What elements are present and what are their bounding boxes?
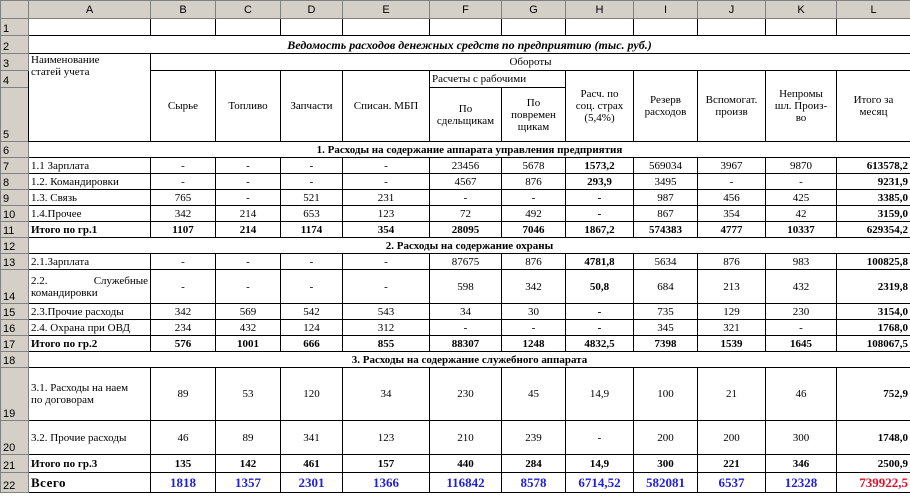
cell[interactable]: - bbox=[430, 320, 502, 336]
subtotal-row bbox=[1, 455, 910, 473]
table-row bbox=[1, 190, 910, 206]
grand-total-cell[interactable]: 8578 bbox=[502, 473, 566, 493]
cell[interactable]: 129 bbox=[698, 304, 766, 320]
cell[interactable]: 492 bbox=[502, 206, 566, 222]
cell[interactable]: - bbox=[766, 320, 837, 336]
cell[interactable]: 461 bbox=[281, 455, 343, 473]
cell[interactable]: 50,8 bbox=[566, 270, 634, 304]
header-time-line2: повремен bbox=[511, 108, 556, 121]
cell[interactable] bbox=[634, 19, 698, 36]
cell[interactable]: 765 bbox=[151, 190, 216, 206]
cell-total[interactable]: 100825,8 bbox=[837, 254, 910, 270]
table-row bbox=[1, 421, 910, 455]
cell[interactable]: 234 bbox=[151, 320, 216, 336]
cell-total[interactable]: 3159,0 bbox=[837, 206, 910, 222]
column-header-f[interactable]: F bbox=[430, 1, 502, 19]
cell[interactable]: 157 bbox=[343, 455, 430, 473]
header-item-name[interactable] bbox=[29, 54, 151, 142]
cell[interactable]: - bbox=[151, 174, 216, 190]
cell[interactable]: 210 bbox=[430, 421, 502, 455]
cell[interactable]: 1539 bbox=[698, 336, 766, 352]
header-soc-line1: Расч. по bbox=[580, 88, 619, 100]
row-label-line2: по договорам bbox=[31, 394, 94, 406]
header-total-line2: месяц bbox=[859, 106, 888, 118]
cell[interactable]: 342 bbox=[502, 270, 566, 304]
table-row bbox=[1, 320, 910, 336]
cell[interactable]: 521 bbox=[281, 190, 343, 206]
row-label[interactable] bbox=[29, 270, 151, 304]
row-header[interactable]: 1 bbox=[1, 19, 29, 36]
cell[interactable]: 23456 bbox=[430, 158, 502, 174]
cell[interactable]: 46 bbox=[151, 421, 216, 455]
row-header[interactable]: 19 bbox=[1, 368, 29, 421]
cell[interactable]: 142 bbox=[216, 455, 281, 473]
cell[interactable]: 735 bbox=[634, 304, 698, 320]
cell[interactable]: 4832,5 bbox=[566, 336, 634, 352]
column-header-e[interactable]: E bbox=[343, 1, 430, 19]
cell[interactable]: 7046 bbox=[502, 222, 566, 238]
row-label-number: 2.2. bbox=[31, 274, 48, 287]
row-label-word: Служебные bbox=[93, 274, 148, 287]
grand-total-cell[interactable]: 116842 bbox=[430, 473, 502, 493]
cell[interactable] bbox=[281, 19, 343, 36]
row-label[interactable]: 1.3. Связь bbox=[29, 190, 151, 206]
cell[interactable]: - bbox=[281, 254, 343, 270]
row-label-line2: командировки bbox=[31, 286, 98, 299]
cell[interactable]: 9870 bbox=[766, 158, 837, 174]
cell[interactable]: 456 bbox=[698, 190, 766, 206]
column-header-c[interactable]: C bbox=[216, 1, 281, 19]
cell[interactable]: 124 bbox=[281, 320, 343, 336]
row-header[interactable]: 3 bbox=[1, 54, 29, 71]
row-label[interactable]: 3.2. Прочие расходы bbox=[29, 421, 151, 455]
cell[interactable]: 876 bbox=[502, 254, 566, 270]
cell[interactable]: 1573,2 bbox=[566, 158, 634, 174]
grand-total-label[interactable]: Всего bbox=[29, 473, 151, 493]
cell[interactable]: 432 bbox=[216, 320, 281, 336]
header-soc-line2: соц. страх bbox=[575, 100, 624, 112]
grand-total-cell[interactable]: 6714,52 bbox=[566, 473, 634, 493]
cell[interactable]: 213 bbox=[698, 270, 766, 304]
table-row bbox=[1, 254, 910, 270]
column-header-j[interactable]: J bbox=[698, 1, 766, 19]
column-header-d[interactable]: D bbox=[281, 1, 343, 19]
cell[interactable]: 123 bbox=[343, 206, 430, 222]
row-label-line1: 3.1. Расходы на наем bbox=[31, 382, 129, 394]
cell[interactable]: - bbox=[566, 304, 634, 320]
header-turnover[interactable]: Обороты bbox=[151, 54, 910, 71]
cell[interactable]: 14,9 bbox=[566, 455, 634, 473]
cell[interactable]: 4777 bbox=[698, 222, 766, 238]
cell[interactable]: 542 bbox=[281, 304, 343, 320]
cell[interactable]: 342 bbox=[151, 304, 216, 320]
cell-total[interactable]: 108067,5 bbox=[837, 336, 910, 352]
cell[interactable]: 867 bbox=[634, 206, 698, 222]
cell[interactable]: 300 bbox=[634, 455, 698, 473]
header-nonprod-line2: шл. Произ- bbox=[774, 100, 828, 112]
row-label[interactable]: 2.1.Зарплата bbox=[29, 254, 151, 270]
header-aux-line2: произв bbox=[715, 106, 748, 118]
header-timework[interactable] bbox=[502, 88, 566, 142]
cell[interactable]: 42 bbox=[766, 206, 837, 222]
grand-total-cell[interactable]: 2301 bbox=[281, 473, 343, 493]
cell[interactable] bbox=[502, 19, 566, 36]
cell[interactable]: - bbox=[151, 254, 216, 270]
cell[interactable] bbox=[151, 19, 216, 36]
cell[interactable]: - bbox=[151, 270, 216, 304]
cell[interactable]: 1248 bbox=[502, 336, 566, 352]
cell[interactable]: 354 bbox=[698, 206, 766, 222]
header-nonprod-line1: Непромы bbox=[779, 88, 823, 100]
cell[interactable]: 1001 bbox=[216, 336, 281, 352]
grand-total-cell[interactable]: 582081 bbox=[634, 473, 698, 493]
cell[interactable]: - bbox=[502, 190, 566, 206]
cell[interactable]: - bbox=[216, 174, 281, 190]
row-header[interactable]: 20 bbox=[1, 421, 29, 455]
header-piece-line2: сдельщикам bbox=[436, 114, 495, 127]
column-header-k[interactable]: K bbox=[766, 1, 837, 19]
cell[interactable]: 284 bbox=[502, 455, 566, 473]
column-header-i[interactable]: I bbox=[634, 1, 698, 19]
cell[interactable]: 28095 bbox=[430, 222, 502, 238]
header-mbp[interactable]: Списан. МБП bbox=[343, 71, 430, 142]
cell[interactable]: - bbox=[343, 158, 430, 174]
header-time-line1: По bbox=[526, 96, 541, 109]
cell[interactable] bbox=[766, 19, 837, 36]
cell-total[interactable]: 613578,2 bbox=[837, 158, 910, 174]
row-header[interactable]: 4 bbox=[1, 71, 29, 88]
header-soc-insurance[interactable] bbox=[566, 71, 634, 142]
row-label[interactable]: 1.2. Командировки bbox=[29, 174, 151, 190]
cell[interactable] bbox=[698, 19, 766, 36]
cell[interactable]: 312 bbox=[343, 320, 430, 336]
sheet-title[interactable]: Ведомость расходов денежных средств по предприятию (тыс. руб.) bbox=[29, 36, 910, 54]
header-auxiliary[interactable] bbox=[698, 71, 766, 142]
row-label[interactable]: Итого по гр.2 bbox=[29, 336, 151, 352]
header-time-line3: щикам bbox=[517, 120, 550, 133]
cell[interactable]: 321 bbox=[698, 320, 766, 336]
header-reserve-line2: расходов bbox=[644, 106, 687, 118]
header-soc-line3: (5,4%) bbox=[584, 112, 615, 124]
table-row bbox=[1, 206, 910, 222]
cell[interactable]: 425 bbox=[766, 190, 837, 206]
row-label[interactable]: 2.4. Охрана при ОВД bbox=[29, 320, 151, 336]
cell[interactable]: - bbox=[216, 270, 281, 304]
row-header[interactable]: 21 bbox=[1, 455, 29, 473]
row-header[interactable]: 17 bbox=[1, 336, 29, 352]
cell[interactable]: 876 bbox=[502, 174, 566, 190]
section-1-title[interactable]: 1. Расходы на содержание аппарата управления предприятия bbox=[29, 142, 910, 158]
header-total-line1: Итого за bbox=[853, 94, 894, 106]
header-name-line1: Наименование bbox=[31, 54, 100, 66]
cell[interactable]: 89 bbox=[151, 368, 216, 421]
subtotal-row bbox=[1, 222, 910, 238]
cell[interactable]: 653 bbox=[281, 206, 343, 222]
grand-total-cell[interactable]: 1366 bbox=[343, 473, 430, 493]
row-header[interactable]: 11 bbox=[1, 222, 29, 238]
cell[interactable]: 574383 bbox=[634, 222, 698, 238]
cell[interactable]: - bbox=[216, 254, 281, 270]
row-header[interactable]: 6 bbox=[1, 142, 29, 158]
header-raw[interactable]: Сырье bbox=[151, 71, 216, 142]
cell[interactable]: - bbox=[502, 320, 566, 336]
cell[interactable]: - bbox=[766, 174, 837, 190]
cell[interactable]: 684 bbox=[634, 270, 698, 304]
cell[interactable]: 576 bbox=[151, 336, 216, 352]
header-month-total[interactable] bbox=[837, 71, 910, 142]
row-header[interactable]: 8 bbox=[1, 174, 29, 190]
cell[interactable]: 300 bbox=[766, 421, 837, 455]
header-nonproduction[interactable] bbox=[766, 71, 837, 142]
cell[interactable]: 1174 bbox=[281, 222, 343, 238]
cell[interactable]: 221 bbox=[698, 455, 766, 473]
header-piecework[interactable] bbox=[430, 88, 502, 142]
cell[interactable]: 666 bbox=[281, 336, 343, 352]
cell-total[interactable]: 3385,0 bbox=[837, 190, 910, 206]
cell[interactable]: 293,9 bbox=[566, 174, 634, 190]
cell[interactable]: 88307 bbox=[430, 336, 502, 352]
cell[interactable]: 4781,8 bbox=[566, 254, 634, 270]
row-header[interactable]: 5 bbox=[1, 88, 29, 142]
cell[interactable]: 34 bbox=[430, 304, 502, 320]
cell[interactable]: - bbox=[216, 190, 281, 206]
cell[interactable]: - bbox=[343, 254, 430, 270]
table-row bbox=[1, 270, 910, 304]
cell[interactable]: 354 bbox=[343, 222, 430, 238]
cell[interactable]: - bbox=[216, 158, 281, 174]
column-header-a[interactable]: A bbox=[29, 1, 151, 19]
row-header[interactable]: 12 bbox=[1, 238, 29, 254]
row-label[interactable] bbox=[29, 368, 151, 421]
cell[interactable] bbox=[216, 19, 281, 36]
header-workers[interactable]: Расчеты с рабочими bbox=[430, 71, 566, 88]
cell[interactable]: - bbox=[698, 174, 766, 190]
cell[interactable]: - bbox=[281, 174, 343, 190]
cell[interactable] bbox=[566, 19, 634, 36]
cell[interactable]: 346 bbox=[766, 455, 837, 473]
section-3-title[interactable]: 3. Расходы на содержание служебного аппарата bbox=[29, 352, 910, 368]
header-fuel[interactable]: Топливо bbox=[216, 71, 281, 142]
column-header-h[interactable]: H bbox=[566, 1, 634, 19]
cell[interactable] bbox=[430, 19, 502, 36]
cell[interactable]: 598 bbox=[430, 270, 502, 304]
column-header-g[interactable]: G bbox=[502, 1, 566, 19]
cell[interactable] bbox=[343, 19, 430, 36]
column-header-l[interactable]: L bbox=[837, 1, 910, 19]
row-header[interactable]: 2 bbox=[1, 36, 29, 54]
table-row bbox=[1, 174, 910, 190]
column-header-b[interactable]: B bbox=[151, 1, 216, 19]
cell[interactable]: 341 bbox=[281, 421, 343, 455]
cell[interactable]: 432 bbox=[766, 270, 837, 304]
row-header[interactable]: 14 bbox=[1, 270, 29, 304]
cell-total[interactable]: 3154,0 bbox=[837, 304, 910, 320]
cell[interactable]: 214 bbox=[216, 206, 281, 222]
cell[interactable]: 10337 bbox=[766, 222, 837, 238]
table-row bbox=[1, 158, 910, 174]
cell[interactable]: 72 bbox=[430, 206, 502, 222]
header-name-line2: статей учета bbox=[31, 66, 90, 78]
column-header-row bbox=[1, 1, 910, 19]
cell[interactable] bbox=[29, 19, 151, 36]
cell-total[interactable]: 2319,8 bbox=[837, 270, 910, 304]
subtotal-row bbox=[1, 336, 910, 352]
cell-total[interactable]: 2500,9 bbox=[837, 455, 910, 473]
cell[interactable]: 7398 bbox=[634, 336, 698, 352]
row-label[interactable]: Итого по гр.3 bbox=[29, 455, 151, 473]
row-label-line1 bbox=[31, 275, 148, 287]
cell-total[interactable]: 9231,9 bbox=[837, 174, 910, 190]
cell[interactable]: 231 bbox=[343, 190, 430, 206]
row-header[interactable]: 7 bbox=[1, 158, 29, 174]
row-header[interactable]: 18 bbox=[1, 352, 29, 368]
cell[interactable]: 89 bbox=[216, 421, 281, 455]
row-header[interactable]: 10 bbox=[1, 206, 29, 222]
cell[interactable]: 440 bbox=[430, 455, 502, 473]
cell[interactable]: - bbox=[281, 270, 343, 304]
cell[interactable]: 876 bbox=[698, 254, 766, 270]
cell-total[interactable]: 1748,0 bbox=[837, 421, 910, 455]
header-parts[interactable]: Запчасти bbox=[281, 71, 343, 142]
cell[interactable]: 230 bbox=[766, 304, 837, 320]
row-header[interactable]: 13 bbox=[1, 254, 29, 270]
cell[interactable]: 3967 bbox=[698, 158, 766, 174]
cell[interactable]: - bbox=[566, 206, 634, 222]
cell[interactable]: 200 bbox=[698, 421, 766, 455]
cell[interactable]: 239 bbox=[502, 421, 566, 455]
cell[interactable]: 46 bbox=[766, 368, 837, 421]
cell[interactable]: 5678 bbox=[502, 158, 566, 174]
cell[interactable]: - bbox=[566, 190, 634, 206]
cell[interactable]: 1645 bbox=[766, 336, 837, 352]
row-label[interactable]: Итого по гр.1 bbox=[29, 222, 151, 238]
cell[interactable]: 569034 bbox=[634, 158, 698, 174]
header-piece-line1: По bbox=[458, 102, 473, 115]
cell[interactable]: 983 bbox=[766, 254, 837, 270]
cell[interactable]: 855 bbox=[343, 336, 430, 352]
cell[interactable] bbox=[837, 19, 910, 36]
cell[interactable]: 345 bbox=[634, 320, 698, 336]
cell[interactable]: 200 bbox=[634, 421, 698, 455]
cell-total[interactable]: 752,9 bbox=[837, 368, 910, 421]
header-aux-line1: Вспомогат. bbox=[705, 94, 758, 106]
cell[interactable]: 214 bbox=[216, 222, 281, 238]
cell-total[interactable]: 1768,0 bbox=[837, 320, 910, 336]
cell[interactable]: 543 bbox=[343, 304, 430, 320]
cell[interactable]: 53 bbox=[216, 368, 281, 421]
row-label[interactable]: 2.3.Прочие расходы bbox=[29, 304, 151, 320]
cell[interactable]: - bbox=[430, 190, 502, 206]
cell[interactable]: 21 bbox=[698, 368, 766, 421]
cell[interactable]: 3495 bbox=[634, 174, 698, 190]
row-header[interactable]: 9 bbox=[1, 190, 29, 206]
cell[interactable]: 1867,2 bbox=[566, 222, 634, 238]
header-reserve[interactable] bbox=[634, 71, 698, 142]
cell[interactable]: 230 bbox=[430, 368, 502, 421]
cell[interactable]: 569 bbox=[216, 304, 281, 320]
grand-total-cell[interactable]: 6537 bbox=[698, 473, 766, 493]
grand-total-cell[interactable]: 1818 bbox=[151, 473, 216, 493]
grand-total-row bbox=[1, 473, 910, 493]
cell[interactable]: 135 bbox=[151, 455, 216, 473]
grand-total-cell[interactable]: 1357 bbox=[216, 473, 281, 493]
grand-total-sum[interactable]: 739922,5 bbox=[837, 473, 910, 493]
table-row bbox=[1, 368, 910, 421]
cell[interactable]: 120 bbox=[281, 368, 343, 421]
row-label[interactable]: 1.4.Прочее bbox=[29, 206, 151, 222]
section-2-title[interactable]: 2. Расходы на содержание охраны bbox=[29, 238, 910, 254]
cell[interactable]: 987 bbox=[634, 190, 698, 206]
row-header[interactable]: 22 bbox=[1, 473, 29, 493]
cell[interactable]: 14,9 bbox=[566, 368, 634, 421]
grand-total-cell[interactable]: 12328 bbox=[766, 473, 837, 493]
row-header[interactable]: 16 bbox=[1, 320, 29, 336]
table-row bbox=[1, 304, 910, 320]
cell[interactable]: 34 bbox=[343, 368, 430, 421]
cell[interactable]: - bbox=[566, 320, 634, 336]
cell[interactable]: 45 bbox=[502, 368, 566, 421]
row-label[interactable]: 1.1 Зарплата bbox=[29, 158, 151, 174]
cell[interactable]: - bbox=[281, 158, 343, 174]
cell[interactable]: 100 bbox=[634, 368, 698, 421]
cell[interactable]: 87675 bbox=[430, 254, 502, 270]
header-reserve-line1: Резерв bbox=[650, 94, 681, 106]
cell[interactable]: 123 bbox=[343, 421, 430, 455]
cell[interactable]: 30 bbox=[502, 304, 566, 320]
cell[interactable]: - bbox=[343, 270, 430, 304]
cell[interactable]: 342 bbox=[151, 206, 216, 222]
row-header[interactable]: 15 bbox=[1, 304, 29, 320]
cell[interactable]: 1107 bbox=[151, 222, 216, 238]
cell[interactable]: - bbox=[566, 421, 634, 455]
cell[interactable]: - bbox=[151, 158, 216, 174]
header-nonprod-line3: во bbox=[795, 112, 807, 124]
cell[interactable]: 4567 bbox=[430, 174, 502, 190]
cell-total[interactable]: 629354,2 bbox=[837, 222, 910, 238]
select-all-corner[interactable] bbox=[1, 1, 29, 19]
cell[interactable]: 5634 bbox=[634, 254, 698, 270]
cell[interactable]: - bbox=[343, 174, 430, 190]
